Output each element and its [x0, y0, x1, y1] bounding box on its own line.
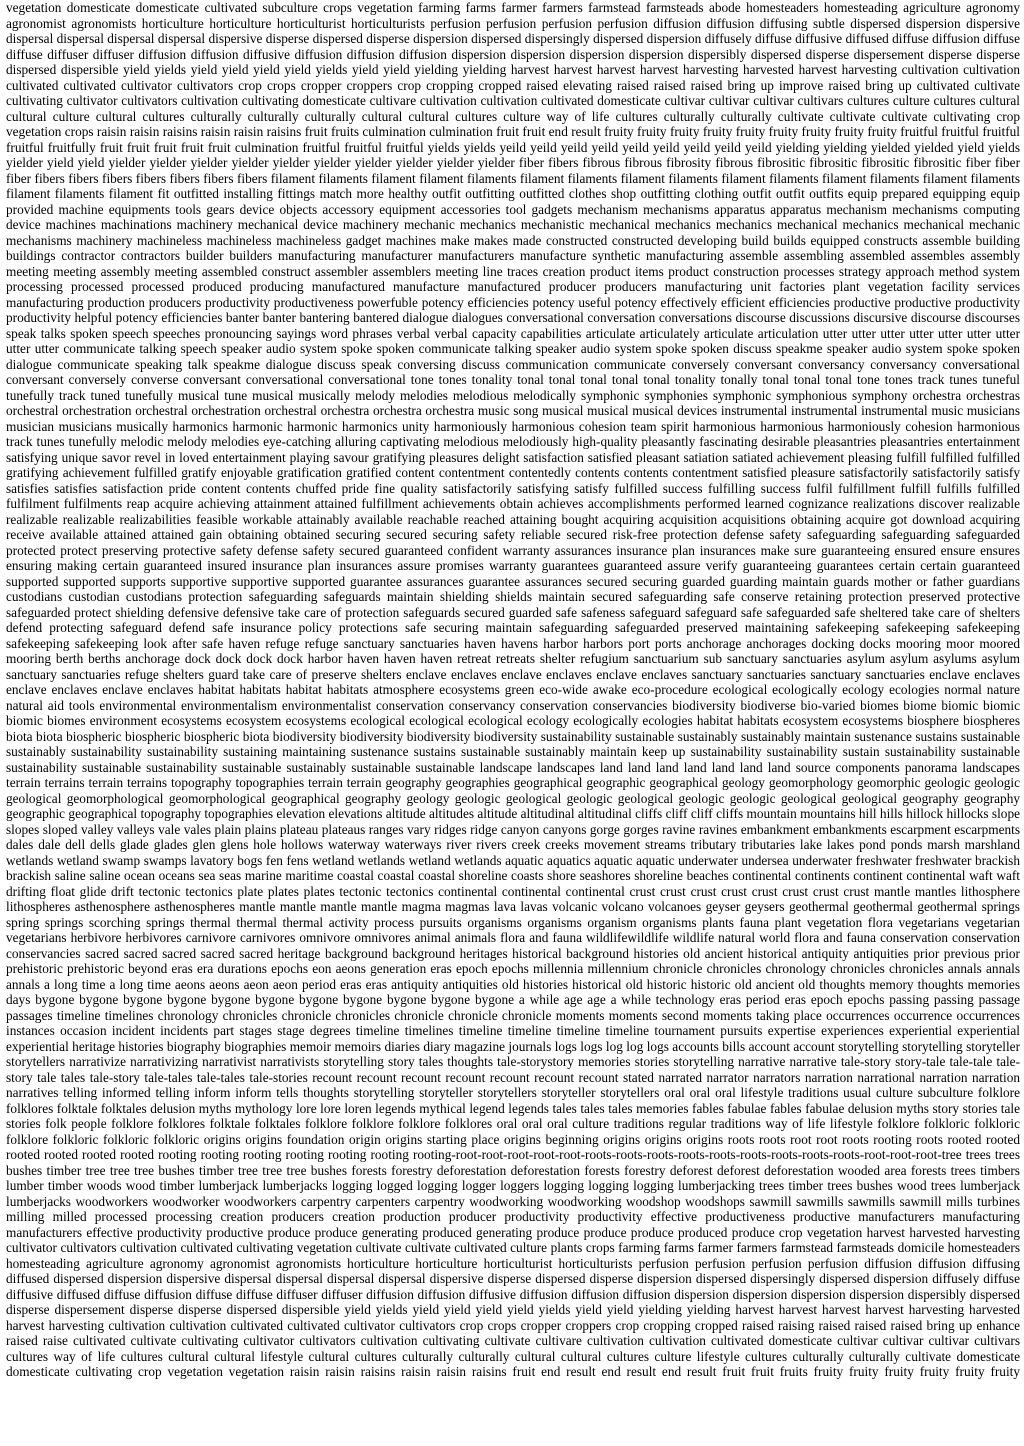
- body-text: vegetation domesticate domesticate cultivated subculture crops vegetation farming farms farmer farmers farmstead farmsteads abode homesteaders homesteading agriculture agronomy agronomist agronomists horticulture horticulture horticulturist horticulturists perfusion perfusion perfusion perfusion diffusion diffusion diffusing subtle dispersed dispersion dispersive dispersal dispersal dispersal dispersal dispersive disperse dispersed disperse dispersion dispersed dispersingly dispersed dispersion diffusely diffuse diffusive diffused diffuse diffusion diffuse diffuse diffuser diffuser diffusion diffusion diffusive diffusion diffusion diffusion dispersion dispersion dispersion dispersion dispersibly dispersed disperse dispersement disperse disperse dispersed dispersible yield yields yield yield yield yield yields yield yield yielding yielding harvest harvest harvest harvest harvesting harvested harvest harvesting cultivation cultivation cultivated cultivated cultivator cultivators crop crops cropper croppers crop cropping cropped raised elevating raised raised raised bring up improve raised bring up cultivated cultivate cultivating cultivator cultivators cultivation cultivating domesticate cultivare cultivation cultivation cultivated domesticate cultivar cultivar cultivar cultivars cultures culture cultures cultural cultural culture cultural cultures culturally culturally culturally cultural cultural cultures culture way of life cultures culturally culturally cultivate cultivate cultivate cultivating crop vegetation crops raisin raisin raisins raisin raisin raisins fruit fruits culmination culmination fruit fruit end result fruity fruity fruity fruity fruity fruity fruity fruity fruity fruitful fruitful fruitful fruitful fruitfully fruit fruit fruit fruit fruit culmination fruitful fruitful fruitful yields yields yeild yeild yeild yeild yeild yeild yeild yeild yeild yielding yielding yielded yielded yield yields yielder yield yield yielder yielder yielder yielder yielder yielder yielder yielder yielder yielder fiber fibers fibrous fibrous fibrosity fibrous fibrositic fibrositic fibrositic fibrositic fiber fiber fiber fibers fibers fibers fibers fibers fibers fibers filament filaments filament filament filaments filament filaments filament filaments filament filaments filament filaments filament filaments filament filaments filament fit outfitted installing fittings match more healthy outfit outfitting outfitted clothes shop outfitting clothing outfit outfit outfits equip prepared equipping equip provided machine equipments tools gears device objects accessory equipment accessories tool gadgets mechanism mechanisms apparatus apparatus mechanism mechanisms computing device machines machinations machinery mechanical device machinery mechanic mechanics mechanistic mechanical mechanics mechanics mechanical mechanics mechanical mechanic mechanisms machinery machineless machineless machineless gadget machines make makes made constructed constructed developing build builds equipped constructs assemble building buildings contractor contractors builder builders manufacturing manufacturer manufacturers manufacture synthetic manufacturing assemble assembling assembled assembles assembly meeting meeting assembly meeting assembled construct assembler assemblers meeting line traces creation product items product construction processes strategy approach method system processing processed processed produced producing manufactured manufacture manufactured producer producers manufacturing unit factories plant vegetation facility services manufacturing production producers productivity productiveness powerfuble potency efficiencies potency useful potency effectively efficient efficiencies productive productive productivity productivity helpful potency efficiencies banter banter bantering bantered dialogue dialogues conversational conversation conversations discourse discussions discursive discourse discourses speak talks spoken speech speeches pronouncing sayings word phrases verbal verbal capacity capabilities articulate articulately articulate articulation utter utter utter utter utter utter utter utter utter communicate talking speech speaker audio system spoke spoken communicate talking speaker audio system spoke spoken discuss speakme speaker audio system spoke spoken dialogue communicate speaking talk speakme dialogue discuss speak conversing discuss communication communicate conversely conversant conversancy conversancy conversational conversant conversely converse conversant conversational conversational tone tones tonality tonal tonal tonal tonal tonal tonality tonally tonal tonal tonal tone tones track tunes tuneful tunefully track tuned tunefully musical tune musical musically melody melodies melodious melodically symphonic symphonies symphonic symphonious symphony orchestra orchestras orchestral orchestration orchestral orchestration orchestral orchestra orchestra orchestra music song musical musical musical devices instrumental instrumental instrumental music musicians musician musicians musically harmonics harmonic harmonic harmonics unity harmoniously harmonious cohesion team spirit harmonious harmonious harmoniously cohesion harmonious track tunes tunefully melodic melody melodies eye-catching alluring captivating melodious melodiously high-quality pleasantly fascinating desirable pleasantries pleasantries entertainment satisfying unique savor revel in loved entertainment playing savour gratifying pleasures delight satisfaction satisfied pleasant satiation satiated achievement pleasing fulfill fulfilled fulfilled gratifying achievement fulfilled gratify enjoyable gratification gratified content contentment contentedly contents contents contentment satisfied pleasure satisfactorily satisfactorily satisfy satisfies satisfies satisfaction pride content contents chuffed pride fine quality satisfactorily satisfying satisfy fulfilled success fulfilling success fulfil fulfillment fulfill fulfills fulfilled fulfilment fulfilments reap acquire achieving attainment attained fulfillment achievements obtain achieves accomplishments performed learned cognizance realizations discover realizable realizable realizable realizabilities feasible workable attainably available reachable reached attaining bought acquiring acquisition acquisitions obtaining acquire got download acquiring receive available attained attained gain obtaining obtained securing secured securing safety reliable secured risk-free protection defense safety safeguarding safeguarding safeguarded protected protect preserving protective safety defense safety secured guaranteed confident warranty assurances insurance plan insurances make sure guaranteeing ensured ensure ensures ensuring making certain guaranteed insured insurance plan insurances assure promises warranty guarantees guaranteed assure verify guaranteeing guarantees certain certain guaranteed supported supported supports supportive supportive supported guarantee assurances guarantee assurances secured securing guarded guarding maintain guards mother or father guardians custodians custodian custodians protection safeguarding safeguards maintain shielding shields maintain secured safeguarding safe conserve retaining protection preserved protective safeguarded protect shielding defensive defensive take care of protection safeguards secured guarded safe safeness safeguard safeguard safe safeguarded safe sheltered take care of shelters defend protecting safeguard defend safe insurance policy protections safe securing maintain safeguarding safeguarded preserved maintaining safekeeping safekeeping safekeeping safekeeping safekeeping look after safe haven refuge refuge sanctuary sanctuaries haven havens harbor harbors port ports anchorage anchorages docking docks mooring moor moored mooring berth berths anchorage dock dock dock dock harbor haven haven haven retreat retreats shelter refugium sanctuarium sub sanctuary sanctuaries asylum asylum asylums asylum sanctuary sanctuaries refuge shelters guard take care of preserve shelters enclave enclaves enclave enclaves enclave enclaves sanctuary sanctuaries sanctuary sanctuaries enclave enclaves enclave enclaves enclave enclaves habitat habitats habitat habitats atmosphere ecosystems green eco-wide awake eco-procedure ecological ecologically ecology ecologies normal nature natural aid tools environmental environmentalism environmentalist conservation conservancy conservation conservancies biodiversity biodiverse bio-varied biomes biome biomic biomic biomic biomes environment ecosystems ecosystem ecosystems ecological ecological ecological ecology ecologically ecologies habitat habitats ecosystem ecosystems biosphere biospheres biota biota biospheric biospheric biospheric biota biodiversity biodiversity biodiversity biodiversity sustainability sustainable sustainably sustainably maintain sustenance sustains sustainable sustainably sustainability sustainability sustaining maintaining sustenance sustains sustainable sustainably maintain keep up sustainability sustainability sustain sustainability sustainable sustainability sustainable sustainability sustainable sustainably sustainable sustainable landscape landscapes land land land land land land land source components panorama landscapes terrain terrains terrain terrains topography topographies terrain terrain geography geographies geographical geographic geographical geology geomorphology geomorphic geologic geologic geological geomorphological geomorphological geographical geography geology geologic geological geologic geological geologic geologic geological geological geography geography geographic geographical topography topographies elevation elevations altitude altitudes altitude altitudinal altitudinal cliffs cliff cliff cliffs mountain mountains hill hills hillock hillocks slope slopes sloped valley valleys vale vales plain plains plateau plateaus ranges vary ridges ridge canyon canyons gorge gorges ravine ravines embankment embankments escarpment escarpments dales dale dell dells glade glades glen glens hole hollows waterway waterways river rivers creek creeks movement streams tributary tributaries lake lakes pond ponds marsh marshland wetlands wetland swamp swamps lavatory bogs fen fens wetland wetlands wetland wetlands aquatic aquatics aquatic aquatic underwater undersea underwater freshwater freshwater brackish brackish saline saline ocean oceans sea seas marine maritime coastal coastal coastal shoreline coasts shore seashores shoreline beaches continental continents continent continental waft waft drifting float glide drift tectonic tectonics plate plates plates tectonic tectonics continental continental continental crust crust crust crust crust crust crust crust mantle mantles lithosphere lithospheres asthenosphere asthenospheres mantle mantle mantle mantle magma magmas lava lavas volcanic volcano volcanoes geyser geysers geothermal geothermal geothermal springs spring springs scorching springs thermal thermal thermal activity process pursuits organisms organisms organism organisms plants fauna plant vegetation flora vegetarians vegetarian vegetarians herbivore herbivores carnivore carnivores omnivore omnivores animal animals flora and fauna wildlifewildlife wildlife natural world flora and fauna conservation conservation conservancies sacred sacred sacred sacred sacred heritage background background heritages historical background histories old ancient historical antiquity antiquities prior previous prior prehistoric prehistoric beyond eras era durations epochs eon aeons generation eras epoch epochs millennia millennium chronicle chronicles chronology chronicles chronicles annals annals annals a long time a long time aeons aeons aeon aeon period eras eras antiquity antiquities old histories historical old historic historic old ancient old thoughts memory thoughts memories days bygone bygone bygone bygone bygone bygone bygone bygone bygone bygone bygone a while age age a while technology eras period eras epoch epochs passing passing passage passages timeline timelines chronology chronicles chronicle chronicles chronicle chronicle chronicle moments moments second moments taking place occurrences occurrence occurrences instances occasion incident incidents part stages stage degrees timeline timelines timeline timeline timeline timeline tournament pursuits expertise experiences experiential experiential experiential heritage histories biography biographies memoir memoirs diaries diary magazine journals logs logs log log logs accounts bills account account storytelling storytelling storyteller storytellers narrativize narrativizing narrativist narrativists storytelling story tales thoughts tale-storystory memories stories storytelling narrative narrative tale-story story-tale tale-tale tale-story tale tales tale-story tale-tales tale-tales tale-stories recount recount recount recount recount recount recount stated narrated narrator narrators narration narrational narration narration narratives telling informed telling inform inform tells thoughts storytelling storyteller storytellers storyteller storytellers oral oral oral lifestyle traditions usual culture subculture folklore folklores folktale folktales delusion myths mythology lore lore loren legends mythical legend legends tales tales tales memories fables fabulae fables fabulae delusion myths story stories tale stories folk people folklore folklores folktale folktales folklore folklore folklore folklores oral oral oral culture traditions regular traditions way of life lifestyle folklore folkloric folkloric folklore folkloric folkloric folkloric origins origins foundation origin origins starting place origins beginning origins origins origins roots roots root root roots rooting roots rooted rooted rooted rooted rooted rooted rooting rooting rooting rooting rooting rooting rooting-root-root-root-root-root-roots-roots-roots-roots-roots-roots-roots-roots-roots-root-root-root-tree trees trees bushes timber tree tree tree bushes timber tree tree tree bushes forests forestry deforestation deforestation forests forestry deforest deforest deforestation wooded area forests trees timbers lumber timber woods wood timber lumberjack lumberjacks logging logged logging logger loggers logging logging logging lumberjacking trees timber trees bushes wood trees lumberjack lumberjacks woodworkers woodworker woodworkers carpentry carpenters carpentry woodworking woodworking woodshop woodshops sawmill sawmills sawmills sawmill mills turbines milling milled processed processing creation producers creation production producer productivity productivity effective productiveness productive manufacturers manufacturing manufacturers effective productivity productive produce produce generating produced generating produce produce produce produced produce crop vegetation harvest harvested harvesting cultivator cultivators cultivation cultivated cultivating vegetation cultivate cultivate cultivated culture plants crops farming farms farmer farmers farmstead farmsteads domicile homesteaders homesteading agriculture agronomy agronomist agronomists horticulture horticulture horticulturist horticulturists perfusion perfusion perfusion perfusion diffusion diffusion diffusing diffused dispersed dispersion dispersive dispersal dispersal dispersal dispersal dispersive disperse dispersed disperse dispersion dispersed dispersingly dispersed dispersion diffusely diffuse diffusive diffused diffuse diffusion diffuse diffuse diffuser diffuser diffusion diffusion diffusive diffusion diffusion diffusion dispersion dispersion dispersion dispersion dispersibly dispersed disperse dispersement disperse disperse dispersed dispersible yield yields yield yield yield yield yields yield yield yielding yielding harvest harvest harvest harvest harvesting harvested harvest harvesting cultivation cultivation cultivated cultivated cultivator cultivators crop crops cropper croppers crop cropping cropped raised raising raised raised raised bring up enhance raised raise cultivated cultivate cultivating cultivator cultivators cultivation cultivating cultivate cultivare cultivation cultivation cultivated domesticate cultivar cultivar cultivar cultivars cultures way of life cultures cultural cultural lifestyle cultural cultures culturally culturally cultural cultural cultures culture lifestyle cultures culturally culturally cultivate domesticate domesticate cultivating crop vegetation vegetation raisin raisin raisins raisin raisin raisins fruit end result end result end result fruit fruit fruits fruity fruity fruity fruity fruity fruity: [6, 0, 1020, 1379]
